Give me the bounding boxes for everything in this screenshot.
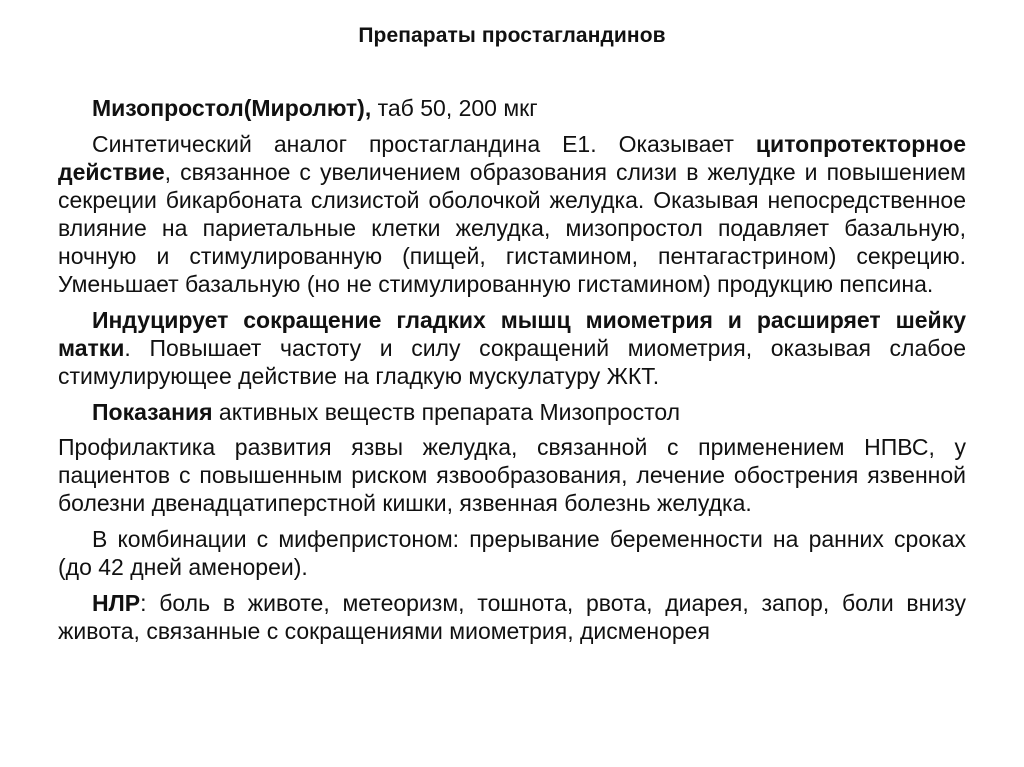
paragraph-mechanism — [58, 130, 966, 298]
combination-text: В комбинации с мифепристоном: прерывание беременности на ранних сроках (до 42 дней аменореи). — [58, 526, 966, 580]
drug-dosage: таб 50, 200 мкг — [371, 95, 538, 121]
indications-text: активных веществ препарата Мизопростол — [212, 399, 681, 425]
adverse-label: НЛР — [92, 590, 141, 616]
paragraph-prophylaxis — [58, 433, 966, 517]
paragraph-indications-heading — [58, 398, 966, 426]
paragraph-adverse-reactions — [58, 589, 966, 645]
slide-body — [58, 94, 966, 653]
indications-label: Показания — [92, 399, 213, 425]
mechanism-text-1: Синтетический аналог простагландина Е1. Оказывает — [92, 131, 756, 157]
prophylaxis-text: Профилактика развития язвы желудка, связанной с применением НПВС, у пациентов с повышенным риском язвообразования, лечение обострения язвенной болезни двенадцатиперстной кишки, язвенная болезнь желудка. — [58, 434, 966, 516]
mechanism-emphasis: цитопротекторное действие — [58, 131, 966, 185]
paragraph-combination — [58, 525, 966, 581]
slide-title: Препараты простагландинов — [358, 24, 666, 47]
mechanism-text-2: , связанное с увеличением образования слизи в желудке и повышением секреции бикарбоната слизистой оболочкой желудка. Оказывая непосредственное влияние на париетальные клетки желудка, мизопростол подавляет базальную, ночную и стимулированную (пищей, гистамином, пентагастрином) секрецию. Уменьшает базальную (но не стимулированную гистамином) продукцию пепсина. — [58, 159, 966, 297]
uterine-emphasis: Индуцирует сокращение гладких мышц миометрия и расширяет шейку матки — [58, 307, 966, 361]
uterine-text: . Повышает частоту и силу сокращений миометрия, оказывая слабое стимулирующее действие на гладкую мускулатуру ЖКТ. — [58, 335, 966, 389]
paragraph-uterine-action — [58, 306, 966, 390]
drug-name: Мизопростол(Миролют), — [92, 95, 372, 121]
paragraph-drug-name — [58, 94, 966, 122]
adverse-text: : боль в животе, метеоризм, тошнота, рвота, диарея, запор, боли внизу живота, связанные с сокращениями миометрия, дисменорея — [58, 590, 966, 644]
